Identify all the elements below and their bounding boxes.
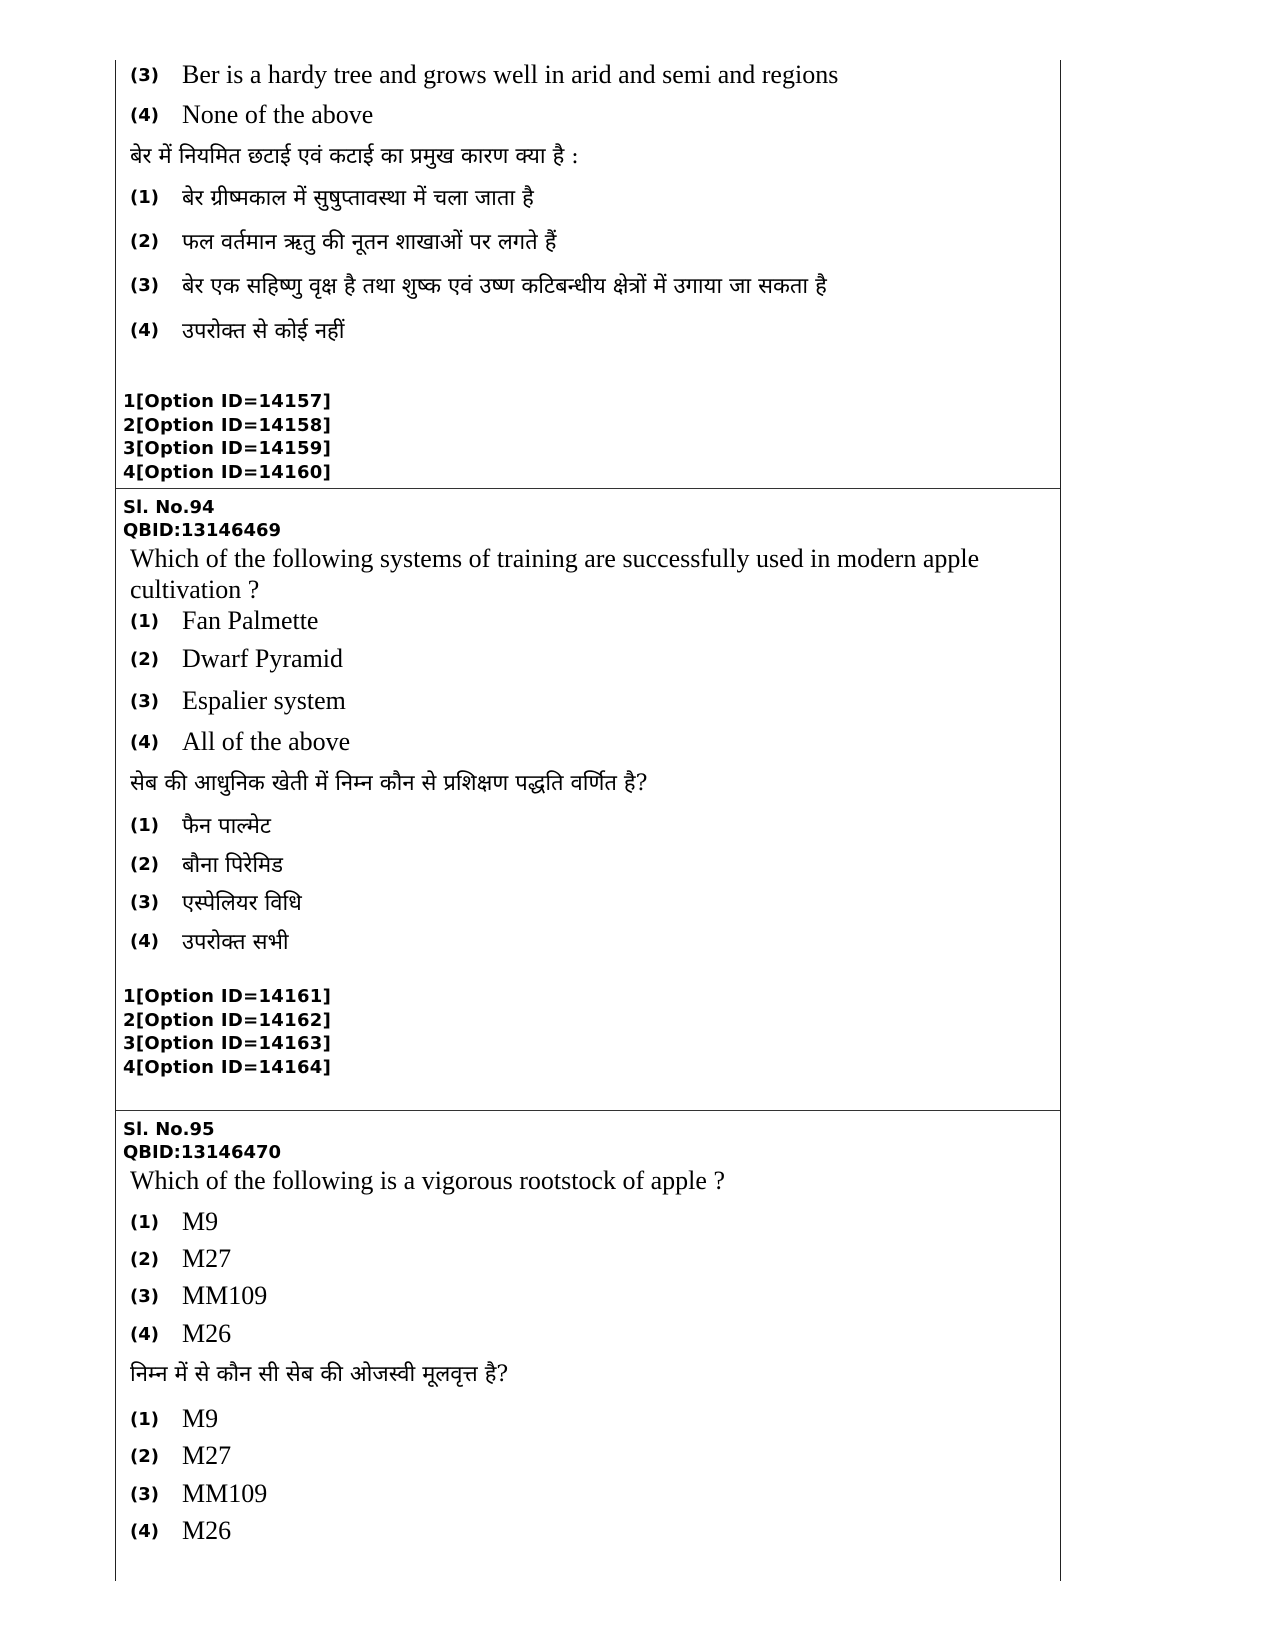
option-text: Dwarf Pyramid bbox=[182, 644, 344, 673]
q93-hindi-question: बेर में नियमित छटाई एवं कटाई का प्रमुख कारण क्या है : bbox=[130, 144, 579, 169]
option-text: Espalier system bbox=[182, 686, 346, 715]
q94-question-text: Which of the following systems of training are successfully used in modern apple cultivation ? bbox=[130, 544, 980, 604]
q94-option-id-3: 3[Option ID=14163] bbox=[123, 1033, 332, 1054]
q93-option-id-3: 3[Option ID=14159] bbox=[123, 438, 332, 459]
option-number: (2) bbox=[130, 1248, 159, 1270]
option-number: (3) bbox=[130, 690, 159, 712]
q93-hindi-option-4 bbox=[130, 315, 344, 345]
option-text: Ber is a hardy tree and grows well in arid and semi and regions bbox=[182, 60, 839, 89]
option-text: बेर ग्रीष्मकाल में सुषुप्तावस्था में चला जाता है bbox=[182, 186, 534, 211]
q95-option-2 bbox=[130, 1244, 231, 1274]
option-number: (3) bbox=[130, 1483, 159, 1505]
q94-hindi-question: सेब की आधुनिक खेती में निम्न कौन से प्रशिक्षण पद्धति वर्णित है? bbox=[130, 771, 648, 796]
option-number: (4) bbox=[130, 319, 159, 341]
option-text: फैन पाल्मेट bbox=[182, 814, 271, 839]
option-text: M9 bbox=[182, 1207, 219, 1236]
option-number: (3) bbox=[130, 64, 159, 86]
option-number: (3) bbox=[130, 274, 159, 296]
q94-option-id-2: 2[Option ID=14162] bbox=[123, 1009, 332, 1031]
option-text: None of the above bbox=[182, 100, 374, 129]
q94-hindi-option-1 bbox=[130, 810, 271, 840]
q95-option-3 bbox=[130, 1281, 267, 1311]
q93-option-id-1: 1[Option ID=14157] bbox=[123, 391, 332, 412]
option-text: Fan Palmette bbox=[182, 606, 319, 635]
q95-hindi-option-2 bbox=[130, 1441, 231, 1471]
question-94-block bbox=[116, 488, 1060, 1111]
q93-hindi-option-1 bbox=[130, 182, 534, 212]
q95-hindi-option-4 bbox=[130, 1516, 231, 1546]
q93-option-id-4: 4[Option ID=14160] bbox=[123, 461, 332, 483]
q95-option-4 bbox=[130, 1319, 231, 1349]
q93-option-3 bbox=[130, 60, 838, 90]
option-text: M9 bbox=[182, 1404, 219, 1433]
q94-qbid: QBID:13146469 bbox=[123, 520, 282, 541]
q95-qbid: QBID:13146470 bbox=[123, 1142, 282, 1163]
option-text: बेर एक सहिष्णु वृक्ष है तथा शुष्क एवं उष्ण कटिबन्धीय क्षेत्रों में उगाया जा सकता है bbox=[182, 274, 827, 299]
q94-option-2 bbox=[130, 644, 343, 674]
option-number: (2) bbox=[130, 1445, 159, 1467]
question-93-block bbox=[116, 60, 1060, 488]
q93-hindi-option-2 bbox=[130, 226, 556, 256]
q95-hindi-option-1 bbox=[130, 1404, 218, 1434]
option-text: उपरोक्त सभी bbox=[182, 930, 289, 955]
q93-option-id-2: 2[Option ID=14158] bbox=[123, 414, 332, 436]
option-number: (4) bbox=[130, 1520, 159, 1542]
option-number: (1) bbox=[130, 1211, 159, 1233]
option-number: (3) bbox=[130, 1285, 159, 1307]
q94-hindi-option-4 bbox=[130, 926, 289, 956]
option-number: (2) bbox=[130, 853, 159, 875]
option-text: M27 bbox=[182, 1441, 232, 1470]
q94-hindi-option-3 bbox=[130, 887, 302, 917]
option-number: (4) bbox=[130, 1323, 159, 1345]
option-text: MM109 bbox=[182, 1281, 268, 1310]
option-number: (1) bbox=[130, 814, 159, 836]
q94-option-4 bbox=[130, 727, 350, 757]
option-text: MM109 bbox=[182, 1479, 268, 1508]
q93-hindi-option-3 bbox=[130, 270, 827, 300]
option-text: बौना पिरेमिड bbox=[182, 853, 283, 878]
q95-hindi-option-3 bbox=[130, 1479, 267, 1509]
option-number: (4) bbox=[130, 930, 159, 952]
option-text: फल वर्तमान ऋतु की नूतन शाखाओं पर लगते हैं bbox=[182, 230, 557, 255]
question-95-block bbox=[116, 1110, 1060, 1582]
option-number: (1) bbox=[130, 186, 159, 208]
q94-hindi-option-2 bbox=[130, 849, 283, 879]
q94-option-1 bbox=[130, 606, 318, 636]
q95-hindi-question: निम्न में से कौन सी सेब की ओजस्वी मूलवृत्त है? bbox=[130, 1362, 509, 1387]
option-number: (1) bbox=[130, 610, 159, 632]
option-number: (3) bbox=[130, 891, 159, 913]
option-number: (2) bbox=[130, 230, 159, 252]
option-number: (1) bbox=[130, 1408, 159, 1430]
q93-option-4 bbox=[130, 100, 373, 130]
q94-option-id-1: 1[Option ID=14161] bbox=[123, 986, 332, 1007]
option-text: M27 bbox=[182, 1244, 232, 1273]
question-paper-frame bbox=[115, 60, 1061, 1581]
q94-serial-number: Sl. No.94 bbox=[123, 497, 215, 518]
option-text: All of the above bbox=[182, 727, 351, 756]
option-text: एस्पेलियर विधि bbox=[182, 891, 302, 916]
q95-option-1 bbox=[130, 1207, 218, 1237]
q94-option-id-4: 4[Option ID=14164] bbox=[123, 1056, 332, 1078]
q94-option-3 bbox=[130, 686, 346, 716]
q95-serial-number: Sl. No.95 bbox=[123, 1119, 215, 1140]
option-number: (4) bbox=[130, 731, 159, 753]
q95-question-text: Which of the following is a vigorous rootstock of apple ? bbox=[130, 1166, 725, 1195]
option-number: (2) bbox=[130, 648, 159, 670]
option-text: M26 bbox=[182, 1319, 232, 1348]
option-number: (4) bbox=[130, 104, 159, 126]
option-text: M26 bbox=[182, 1516, 232, 1545]
option-text: उपरोक्त से कोई नहीं bbox=[182, 319, 345, 344]
